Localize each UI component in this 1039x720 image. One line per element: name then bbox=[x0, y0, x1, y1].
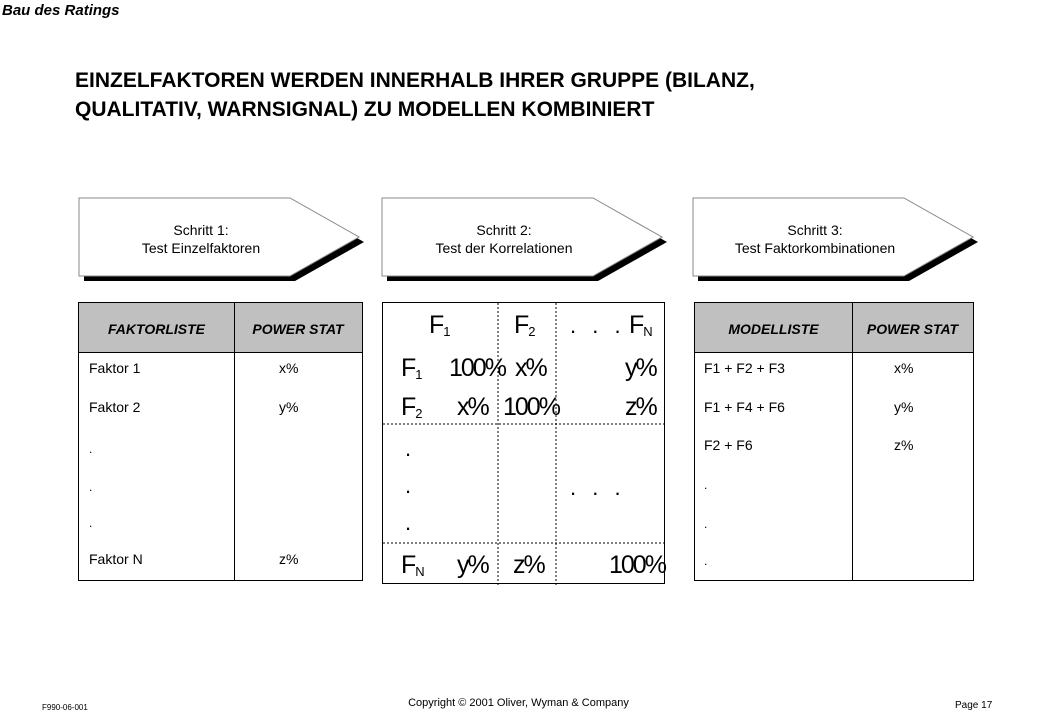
matrix-row-header-f1-letter: F bbox=[401, 354, 415, 382]
matrix-row-dot-1: . bbox=[405, 436, 417, 461]
step-1-label: Schritt 1: bbox=[173, 222, 229, 238]
page-title bbox=[75, 66, 975, 124]
model-row-3-value: z% bbox=[894, 437, 914, 453]
faktorliste-divider bbox=[234, 303, 235, 580]
matrix-row-header-f2-sub: 2 bbox=[415, 406, 423, 421]
matrix-row-header-fn-sub: N bbox=[415, 564, 425, 579]
matrix-r2-c1: x% bbox=[457, 393, 488, 421]
model-row-1-value: x% bbox=[894, 360, 914, 376]
matrix-rn-c1: y% bbox=[457, 551, 488, 579]
matrix-col-header-fn-letter: F bbox=[629, 311, 643, 339]
model-row-2-name: F1 + F4 + F6 bbox=[704, 399, 785, 415]
faktor-row-2-name: Faktor 2 bbox=[89, 399, 141, 415]
matrix-col-header-f2 bbox=[514, 311, 536, 340]
modelliste-table bbox=[694, 302, 974, 581]
faktor-row-3-dot: . bbox=[89, 442, 93, 456]
matrix-r1-c1: 100% bbox=[449, 354, 505, 382]
matrix-r2-c2: 100% bbox=[503, 393, 559, 421]
model-row-2-value: y% bbox=[894, 399, 914, 415]
model-row-3-name: F2 + F6 bbox=[704, 437, 753, 453]
step-2-text bbox=[379, 221, 629, 257]
matrix-rn-cn: 100% bbox=[609, 551, 665, 579]
faktorliste-col-header: FAKTORLISTE bbox=[108, 321, 205, 337]
matrix-row-header-f1 bbox=[401, 354, 423, 383]
modelliste-col-header: MODELLISTE bbox=[728, 321, 819, 337]
matrix-row-header-fn bbox=[401, 551, 425, 580]
footer-page-number: Page 17 bbox=[955, 700, 993, 711]
modelliste-divider bbox=[852, 303, 853, 580]
step-1-text bbox=[76, 221, 326, 257]
matrix-col-header-f2-sub: 2 bbox=[528, 324, 536, 339]
matrix-row-dot-3: . bbox=[405, 510, 417, 535]
matrix-r1-cn: y% bbox=[625, 354, 656, 382]
matrix-col-header-f1 bbox=[429, 311, 451, 340]
matrix-row-header-fn-letter: F bbox=[401, 551, 415, 579]
page-title-line-2: QUALITATIV, WARNSIGNAL) ZU MODELLEN KOMBINIERT bbox=[75, 98, 655, 121]
matrix-row-header-f1-sub: 1 bbox=[415, 367, 423, 382]
faktor-row-n-name: Faktor N bbox=[89, 551, 143, 567]
step-2-label: Schritt 2: bbox=[476, 222, 532, 238]
step-3-label: Schritt 3: bbox=[787, 222, 843, 238]
matrix-col-header-f2-letter: F bbox=[514, 311, 528, 339]
matrix-r1-c2: x% bbox=[515, 354, 546, 382]
matrix-row-header-f2-letter: F bbox=[401, 393, 415, 421]
step-3-desc: Test Faktorkombinationen bbox=[734, 240, 896, 256]
matrix-col-header-fn bbox=[629, 311, 653, 340]
model-row-1-name: F1 + F2 + F3 bbox=[704, 360, 785, 376]
matrix-r2-cn: z% bbox=[625, 393, 656, 421]
matrix-grid-lines bbox=[383, 303, 666, 585]
step-1-desc: Test Einzelfaktoren bbox=[141, 240, 261, 256]
model-row-5-dot: . bbox=[704, 517, 708, 531]
page-title-line-1: EINZELFAKTOREN WERDEN INNERHALB IHRER GRUPPE (BILANZ, bbox=[75, 69, 755, 92]
matrix-col-header-f1-sub: 1 bbox=[443, 324, 451, 339]
matrix-col-header-ellipsis: . . . bbox=[570, 313, 626, 338]
matrix-row-dot-2: . bbox=[405, 473, 417, 498]
faktor-row-4-dot: . bbox=[89, 480, 93, 494]
matrix-row-header-f2 bbox=[401, 393, 423, 422]
matrix-col-header-fn-sub: N bbox=[643, 324, 653, 339]
model-row-4-dot: . bbox=[704, 478, 708, 492]
power-stat-col-header: POWER STAT bbox=[252, 321, 344, 337]
footer-doc-id: F990-06-001 bbox=[42, 703, 88, 712]
faktor-row-n-value: z% bbox=[279, 551, 299, 567]
matrix-diagonal-ellipsis: . . . bbox=[570, 475, 626, 500]
correlation-matrix bbox=[382, 302, 665, 584]
matrix-col-header-f1-letter: F bbox=[429, 311, 443, 339]
faktor-row-1-value: x% bbox=[279, 360, 299, 376]
faktor-row-1-name: Faktor 1 bbox=[89, 360, 141, 376]
footer-copyright: Copyright © 2001 Oliver, Wyman & Company bbox=[408, 697, 629, 709]
modelliste-power-stat-col-header: POWER STAT bbox=[866, 321, 959, 337]
step-3-text bbox=[690, 221, 940, 257]
faktor-row-2-value: y% bbox=[279, 399, 299, 415]
step-2-desc: Test der Korrelationen bbox=[435, 240, 573, 256]
faktorliste-table bbox=[78, 302, 363, 581]
matrix-rn-c2: z% bbox=[513, 551, 544, 579]
faktor-row-5-dot: . bbox=[89, 516, 93, 530]
model-row-6-dot: . bbox=[704, 554, 708, 568]
section-label: Bau des Ratings bbox=[2, 2, 120, 19]
